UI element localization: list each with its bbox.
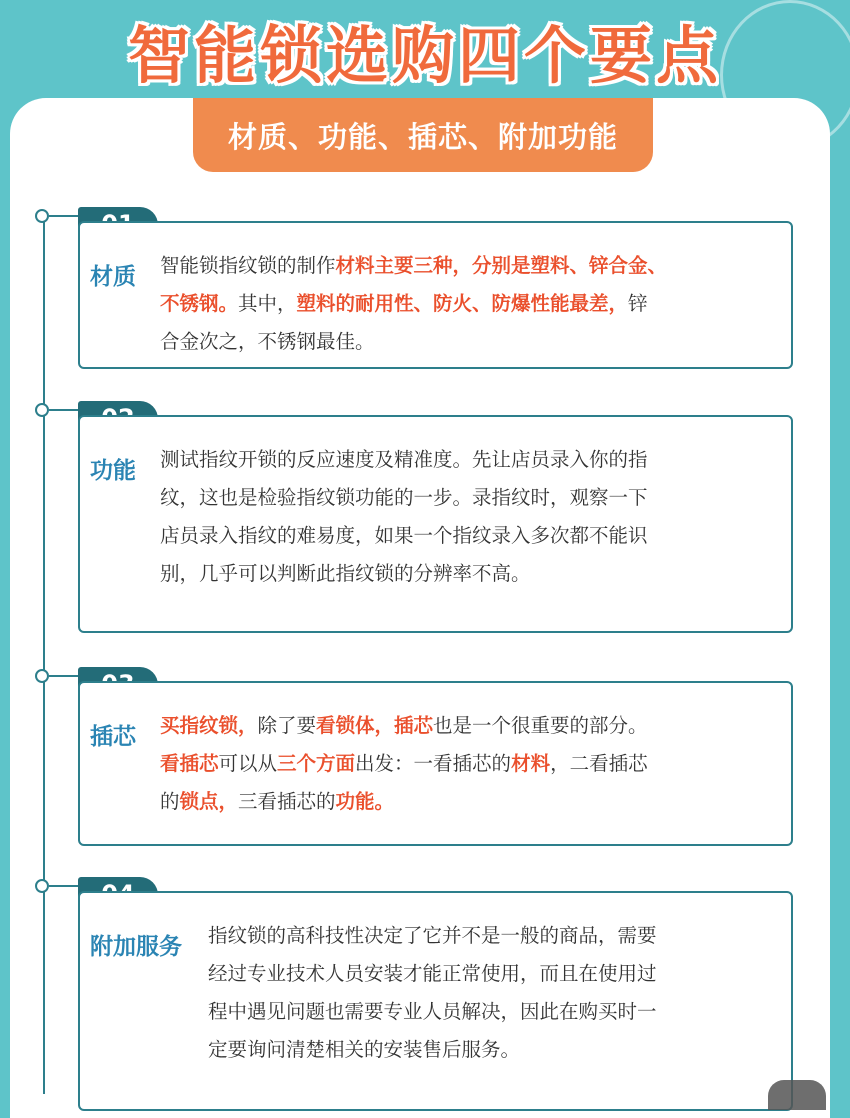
text-line <box>160 783 788 821</box>
timeline-connector <box>49 409 79 411</box>
highlight-text: 买指纹锁， <box>160 714 258 737</box>
body-text: 程中遇见问题也需要专业人员解决，因此在购买时一 <box>208 1000 657 1023</box>
body-text: 经过专业技术人员安装才能正常使用，而且在使用过 <box>208 962 657 985</box>
text-line <box>160 285 788 323</box>
text-line <box>208 993 788 1031</box>
body-text: 纹，这也是检验指纹锁功能的一步。录指纹时，观察一下 <box>160 486 648 509</box>
section-card-material <box>78 221 793 369</box>
highlight-text: 不锈钢。 <box>160 292 239 315</box>
scroll-top-button[interactable] <box>768 1080 826 1110</box>
body-text: 测试指纹开锁的反应速度及精准度。先让店员录入你的指 <box>160 448 648 471</box>
text-line <box>208 955 788 993</box>
text-line <box>160 247 788 285</box>
body-text: 除了要 <box>257 714 317 737</box>
timeline-dot <box>35 209 49 223</box>
timeline-dot <box>35 403 49 417</box>
body-text: 出发：一看插芯的 <box>355 752 512 775</box>
section-card-core <box>78 681 793 846</box>
text-line <box>208 1031 788 1069</box>
timeline-connector <box>49 675 79 677</box>
section-text <box>160 247 788 361</box>
body-text: 也是一个很重要的部分。 <box>433 714 648 737</box>
highlight-text: 材料 <box>511 752 551 775</box>
section-text <box>160 441 788 593</box>
text-line <box>160 517 788 555</box>
text-line <box>160 707 788 745</box>
body-text: 其中， <box>238 292 297 315</box>
body-text: 可以从 <box>218 752 278 775</box>
section-label: 插芯 <box>90 724 136 750</box>
body-text: 锌 <box>628 292 648 315</box>
text-line <box>160 745 788 783</box>
page-subtitle: 材质、功能、插芯、附加功能 <box>193 98 653 172</box>
text-line <box>160 323 788 361</box>
timeline-connector <box>49 215 79 217</box>
body-text: 智能锁指纹锁的制作 <box>160 254 336 277</box>
highlight-text: 材料主要三种，分别是塑料、锌合金、 <box>335 254 668 277</box>
body-text: 合金次之，不锈钢最佳。 <box>160 330 375 353</box>
highlight-text: 塑料的耐用性、防火、防爆性能最差， <box>296 292 629 315</box>
body-text: 指纹锁的高科技性决定了它并不是一般的商品，需要 <box>208 924 657 947</box>
timeline-dot <box>35 879 49 893</box>
section-label: 功能 <box>90 458 136 484</box>
page-title: 智能锁选购四个要点 <box>127 18 722 92</box>
section-card-service <box>78 891 793 1111</box>
section-label: 附加服务 <box>90 934 182 960</box>
body-text: 店员录入指纹的难易度，如果一个指纹录入多次都不能识 <box>160 524 648 547</box>
section-text <box>160 707 788 821</box>
text-line <box>160 441 788 479</box>
section-card-function <box>78 415 793 633</box>
body-text: ，二看插芯 <box>550 752 648 775</box>
section-text <box>208 917 788 1069</box>
text-line <box>208 917 788 955</box>
body-text: 的 <box>160 790 180 813</box>
text-line <box>160 479 788 517</box>
highlight-text: 锁点， <box>179 790 239 813</box>
body-text: 三看插芯的 <box>238 790 336 813</box>
highlight-text: 看插芯 <box>160 752 219 775</box>
section-label: 材质 <box>90 264 136 290</box>
highlight-text: 看锁体，插芯 <box>316 714 434 737</box>
highlight-text: 功能。 <box>335 790 395 813</box>
body-text: 别，几乎可以判断此指纹锁的分辨率不高。 <box>160 562 531 585</box>
body-text: 定要询问清楚相关的安装售后服务。 <box>208 1038 521 1061</box>
timeline-connector <box>49 885 79 887</box>
timeline-line <box>43 214 45 1094</box>
highlight-text: 三个方面 <box>277 752 356 775</box>
text-line <box>160 555 788 593</box>
timeline-dot <box>35 669 49 683</box>
